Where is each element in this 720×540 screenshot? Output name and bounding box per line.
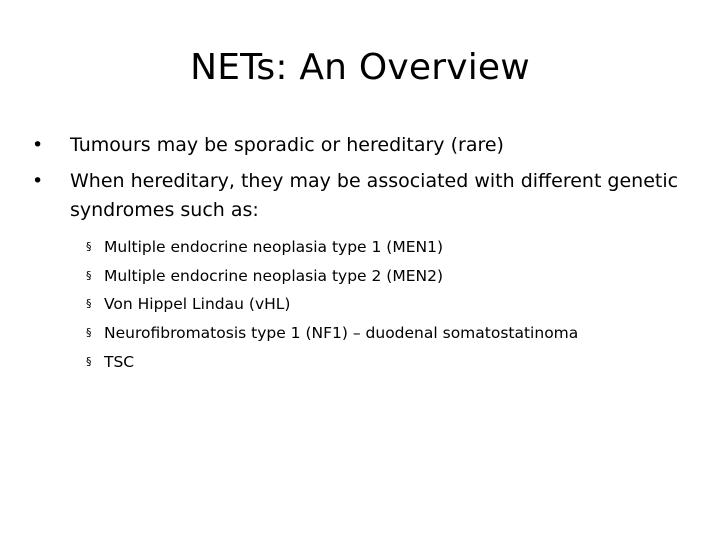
bullet-dot-icon: • <box>32 134 44 156</box>
syndrome-list <box>86 233 686 377</box>
syndrome-text: Multiple endocrine neoplasia type 2 (MEN2) <box>104 266 444 285</box>
syndrome-item <box>86 290 686 319</box>
section-marker-icon: § <box>86 297 92 311</box>
syndrome-item <box>86 348 686 377</box>
syndrome-item <box>86 262 686 291</box>
syndrome-item <box>86 233 686 262</box>
bullet-text: When hereditary, they may be associated with different genetic syndromes such as: <box>70 170 679 221</box>
syndrome-text: TSC <box>104 352 135 371</box>
syndrome-text: Neurofibromatosis type 1 (NF1) – duodenal somatostatinoma <box>104 324 579 343</box>
section-marker-icon: § <box>86 354 92 368</box>
section-marker-icon: § <box>86 268 92 282</box>
bullet-text: Tumours may be sporadic or hereditary (rare) <box>70 134 504 156</box>
syndrome-text: Multiple endocrine neoplasia type 1 (MEN1) <box>104 238 444 256</box>
bullet-dot-icon: • <box>32 170 44 192</box>
section-marker-icon: § <box>86 326 92 340</box>
syndrome-item <box>86 319 686 348</box>
bullet-item <box>32 167 692 225</box>
section-marker-icon: § <box>86 240 92 253</box>
bullet-list <box>32 131 692 232</box>
slide-title: NETs: An Overview <box>190 47 530 88</box>
syndrome-text: Von Hippel Lindau (vHL) <box>104 295 291 314</box>
bullet-item <box>32 131 692 160</box>
